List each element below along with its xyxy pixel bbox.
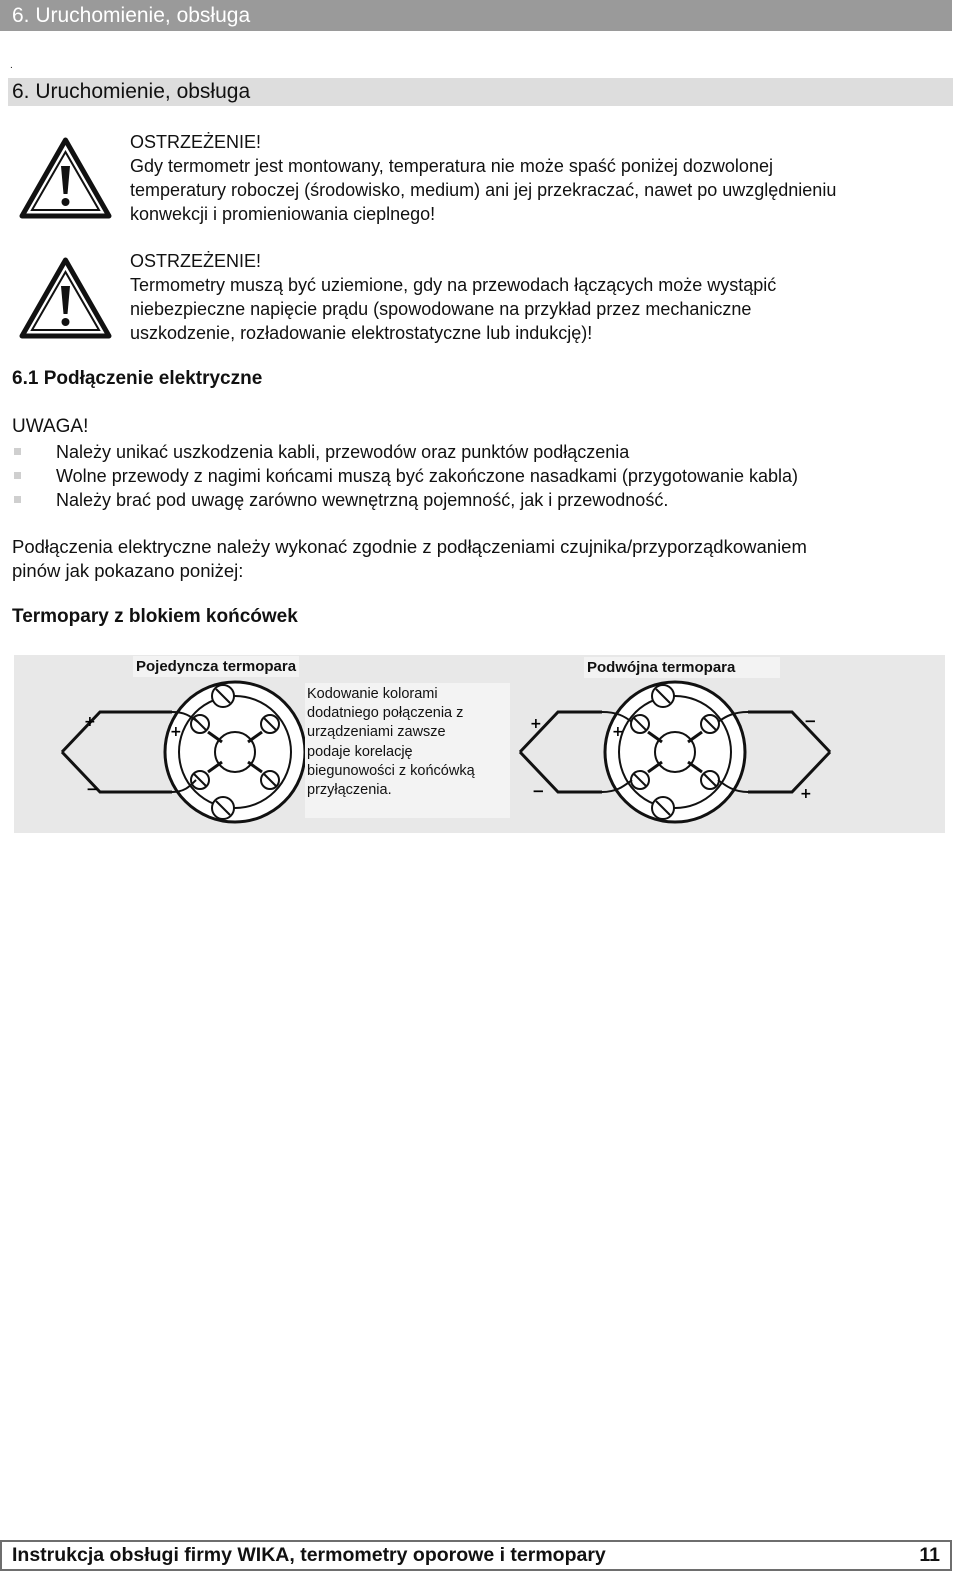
bullet-icon <box>14 472 21 479</box>
note-line: podaje korelację <box>307 743 413 760</box>
page-footer <box>0 1540 952 1571</box>
warning-block-2 <box>130 249 950 345</box>
plus-sign: + <box>612 724 624 740</box>
single-thermocouple-diagram <box>60 676 310 828</box>
page-header-title: 6. Uruchomienie, obsługa <box>12 4 251 27</box>
plus-sign: + <box>530 716 542 732</box>
plus-sign: + <box>84 714 96 730</box>
paragraph-line: Podłączenia elektryczne należy wykonać zgodnie z podłączeniami czujnika/przyporządkowaniem <box>12 536 807 557</box>
warning-line: Termometry muszą być uziemione, gdy na przewodach łączących może wystąpić <box>130 275 777 295</box>
note-line: urządzeniami zawsze <box>307 724 446 741</box>
section-heading <box>8 78 953 106</box>
stray-mark: . <box>10 60 13 71</box>
list-item <box>12 464 798 488</box>
warning-line: Gdy termometr jest montowany, temperatura nie może spaść poniżej dozwolonej <box>130 156 773 176</box>
notice-list <box>12 440 798 512</box>
single-thermocouple-label: Pojedyncza termopara <box>133 656 299 677</box>
warning-title: OSTRZEŻENIE! <box>130 132 262 152</box>
warning-line: niebezpieczne napięcie prądu (spowodowane na przykład przez mechaniczne <box>130 299 752 319</box>
warning-line: konwekcji i promieniowania cieplnego! <box>130 204 436 224</box>
page-header <box>0 0 952 31</box>
footer-title: Instrukcja obsługi firmy WIKA, termometry oporowe i termopary <box>12 1544 606 1566</box>
warning-line: temperatury roboczej (środowisko, medium) ani jej przekraczać, nawet po uwzględnieniu <box>130 180 837 200</box>
bullet-icon <box>14 448 21 455</box>
warning-icon <box>18 136 113 220</box>
note-line: Kodowanie kolorami <box>307 686 438 702</box>
plus-sign: + <box>800 786 812 802</box>
warning-icon <box>18 256 113 340</box>
color-coding-note <box>305 683 510 818</box>
connection-paragraph <box>12 535 942 583</box>
notice-title: UWAGA! <box>12 416 89 437</box>
warning-line: uszkodzenie, rozładowanie elektrostatyczne lub indukcję)! <box>130 323 593 343</box>
thermocouple-heading: Termopary z blokiem końcówek <box>12 606 298 627</box>
warning-block-1 <box>130 130 950 226</box>
list-item-text: Należy unikać uszkodzenia kabli, przewodów oraz punktów podłączenia <box>56 442 630 462</box>
note-line: dodatniego połączenia z <box>307 705 464 722</box>
subsection-title: 6.1 Podłączenie elektryczne <box>12 368 263 389</box>
minus-sign: − <box>86 780 99 798</box>
plus-sign: + <box>170 724 182 740</box>
note-line: biegunowości z końcówką <box>307 762 475 779</box>
warning-title: OSTRZEŻENIE! <box>130 251 262 271</box>
section-title: 6. Uruchomienie, obsługa <box>12 80 251 103</box>
paragraph-line: pinów jak pokazano poniżej: <box>12 560 244 581</box>
bullet-icon <box>14 496 21 503</box>
double-thermocouple-label: Podwójna termopara <box>584 657 780 678</box>
page-number: 11 <box>919 1544 940 1566</box>
double-thermocouple-diagram <box>512 676 842 828</box>
list-item-text: Wolne przewody z nagimi końcami muszą być zakończone nasadkami (przygotowanie kabla) <box>56 466 799 486</box>
list-item <box>12 440 798 464</box>
list-item <box>12 488 798 512</box>
minus-sign: − <box>804 712 817 730</box>
note-line: przyłączenia. <box>307 782 392 799</box>
list-item-text: Należy brać pod uwagę zarówno wewnętrzną pojemność, jak i przewodność. <box>56 490 669 510</box>
minus-sign: − <box>532 782 545 800</box>
